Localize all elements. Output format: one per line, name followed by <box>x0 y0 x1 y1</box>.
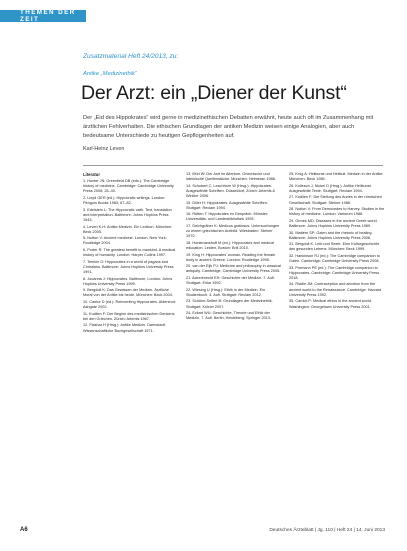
section-label: THEMEN DER ZEIT <box>20 9 76 23</box>
article-kicker: Antike „Medizinethik“ <box>83 71 137 77</box>
reference-entry: 17. Deichgräber K: Medicus gratiosus. Untersuchungen zu einem griechischen Arztbild. Wiesbaden: Steiner 1970. <box>186 223 280 239</box>
reference-entry: 31. Bergdolt K: Leib und Seele. Eine Kulturgeschichte des gesunden Lebens. München: Beck 1999. <box>289 242 380 252</box>
reference-entry: 12. Flashar H (Hrsg.): Antike Medizin. Darmstadt: Wissenschaftliche Buchgesellschaft 1971. <box>83 323 166 333</box>
reference-entry: 34. Riddle JM: Contraception and abortion from the ancient world to the Renaissance. Cambridge: Harvard University Press 1992. <box>289 282 382 297</box>
reference-entry: 19. King H: Hippocrates' woman. Reading the female body in ancient Greece. London: Routledge 1998. <box>186 252 276 262</box>
section-banner <box>0 10 86 22</box>
reference-entry: 24. Eckart WU: Geschichte, Theorie und Ethik der Medizin. 7. Aufl. Berlin, Heidelberg: Springer 2013. <box>186 311 272 321</box>
reference-entry: 32. Hankinson RJ (ed.): The Cambridge companion to Galen. Cambridge: Cambridge University Press 2008. <box>289 253 380 264</box>
reference-entry: 10. Cantor D (ed.): Reinventing Hippocrates. Aldershot: Ashgate 2002. <box>83 299 176 310</box>
reference-entry: 6. Porter R: The greatest benefit to mankind. A medical history of humanity. London: Harper Collins 1997. <box>83 247 176 258</box>
literature-heading: Literatur <box>83 172 100 177</box>
reference-entry: 20. van der Eijk PJ: Medicine and philosophy in classical antiquity. Cambridge: Cambridge University Press 2005. <box>186 264 281 274</box>
reference-entry: 21. Ackerknecht EH: Geschichte der Medizin. 7. Aufl. Stuttgart: Enke 1992. <box>186 275 275 286</box>
reference-entry: 22. Wiesing U (Hrsg.): Ethik in der Medizin. Ein Studienbuch. 4. Aufl. Stuttgart: Reclam 2012. <box>186 287 266 297</box>
reference-entry: 35. Carrick P: Medical ethics in the ancient world. Washington: Georgetown University Press 2001. <box>289 299 372 309</box>
reference-entry: 13. Müri W: Der Arzt im Altertum. Griechische und lateinische Quellenstücke. München: Heimeran 1986. <box>186 172 276 182</box>
reference-entry: 16. Rütten T: Hippokrates im Gespräch. Münster: Universitäts- und Landesbibliothek 1993. <box>186 212 269 222</box>
supplement-note: Zusatzmaterial Heft 24/2013, zu: <box>83 53 179 60</box>
reference-entry: 7. Temkin O: Hippocrates in a world of pagans and Christians. Baltimore: Johns Hopkins University Press 1991. <box>83 259 174 274</box>
reference-entry: 5. Nutton V: Ancient medicine. London, New York: Routledge 2004. <box>83 236 167 246</box>
reference-entry: 25. Krug A: Heilkunst und Heilkult. Medizin in der Antike. München: Beck 1985. <box>289 172 384 182</box>
reference-entry: 2. Lloyd GER (ed.): Hippocratic writings. London: Penguin Books 1983; 67–82. <box>83 196 166 206</box>
literature-column-2 <box>186 172 282 323</box>
reference-entry: 26. Kollesch J, Nickel D (Hrsg.): Antike Heilkunst. Ausgewählte Texte. Stuttgart: Reclam 1994. <box>289 183 372 193</box>
reference-entry: 30. Mattern SP: Galen and the rhetoric of healing. Baltimore: Johns Hopkins University Press 2008. <box>289 230 373 240</box>
reference-entry: 29. Grmek MD: Diseases in the ancient Greek world. Baltimore: Johns Hopkins University Press 1989. <box>289 218 378 228</box>
reference-entry: 18. Horstmanshoff M (ed.): Hippocrates and medical education. Leiden, Boston: Brill 2010. <box>186 240 274 250</box>
reference-entry: 4. Leven K-H: Antike Medizin. Ein Lexikon. München: Beck 2005. <box>83 224 173 234</box>
literature-column-3 <box>289 172 385 311</box>
journal-footer: Deutsches Ärzteblatt | Jg. 110 | Heft 24 | 14. Juni 2013 <box>269 528 385 533</box>
reference-entry: 8. Jouanna J: Hippocrates. Baltimore, London: Johns Hopkins University Press 1999. <box>83 276 173 286</box>
divider <box>83 165 383 166</box>
article-lead: Der „Eid des Hippokrates“ wird gerne in medizinethischen Debatten erwähnt, heute auch oft im Zusammenhang mit ärztlichen Fehlverhalten. Die ethischen Grundlagen der antiken Medizin weisen einige Analogien, aber auch bedeutsame Unterschiede zu heutigen Gepflogenheiten auf. <box>83 115 374 140</box>
reference-entry: 9. Bergdolt K: Das Gewissen der Medizin. Ärztliche Moral von der Antike bis heute. München: Beck 2004. <box>83 288 173 298</box>
article-author: Karl-Heinz Leven <box>83 146 125 152</box>
reference-entry: 15. Diller H: Hippokrates. Ausgewählte Schriften. Stuttgart: Reclam 1994. <box>186 200 268 210</box>
literature-column-1 <box>83 172 179 335</box>
reference-entry: 33. Pormann PE (ed.): The Cambridge companion to Hippocrates. Cambridge: Cambridge University Press 2018. <box>289 265 380 280</box>
reference-entry: 1. Hunter JN, Greenfield DB (eds.): The Cambridge history of medicine. Cambridge: Cambridge University Press 2006; 25–40. <box>83 179 174 194</box>
reference-entry: 3. Edelstein L: The Hippocratic oath. Text, translation and interpretation. Baltimore: Johns Hopkins Press 1943. <box>83 207 172 223</box>
reference-entry: 27. Kudlien F: Die Stellung des Arztes in der römischen Gesellschaft. Stuttgart: Steiner 1986. <box>289 195 382 205</box>
reference-entry: 14. Schubert C, Leschhorn W (Hrsg.): Hippokrates. Ausgewählte Schriften. Düsseldorf, Zürich: Artemis & Winkler 2006. <box>186 183 276 199</box>
reference-entry: 28. Nutton V: From Democedes to Harvey. Studies in the history of medicine. London: Variorum 1988. <box>289 207 385 217</box>
page-number: A6 <box>20 527 28 533</box>
reference-entry: 11. Kudlien F: Der Beginn des medizinischen Denkens bei den Griechen. Zürich: Artemis 1967. <box>83 311 175 321</box>
reference-entry: 23. Schöne-Seifert B: Grundlagen der Medizinethik. Stuttgart: Kröner 2007. <box>186 299 273 309</box>
article-headline: Der Arzt: ein „Diener der Kunst“ <box>81 82 347 104</box>
